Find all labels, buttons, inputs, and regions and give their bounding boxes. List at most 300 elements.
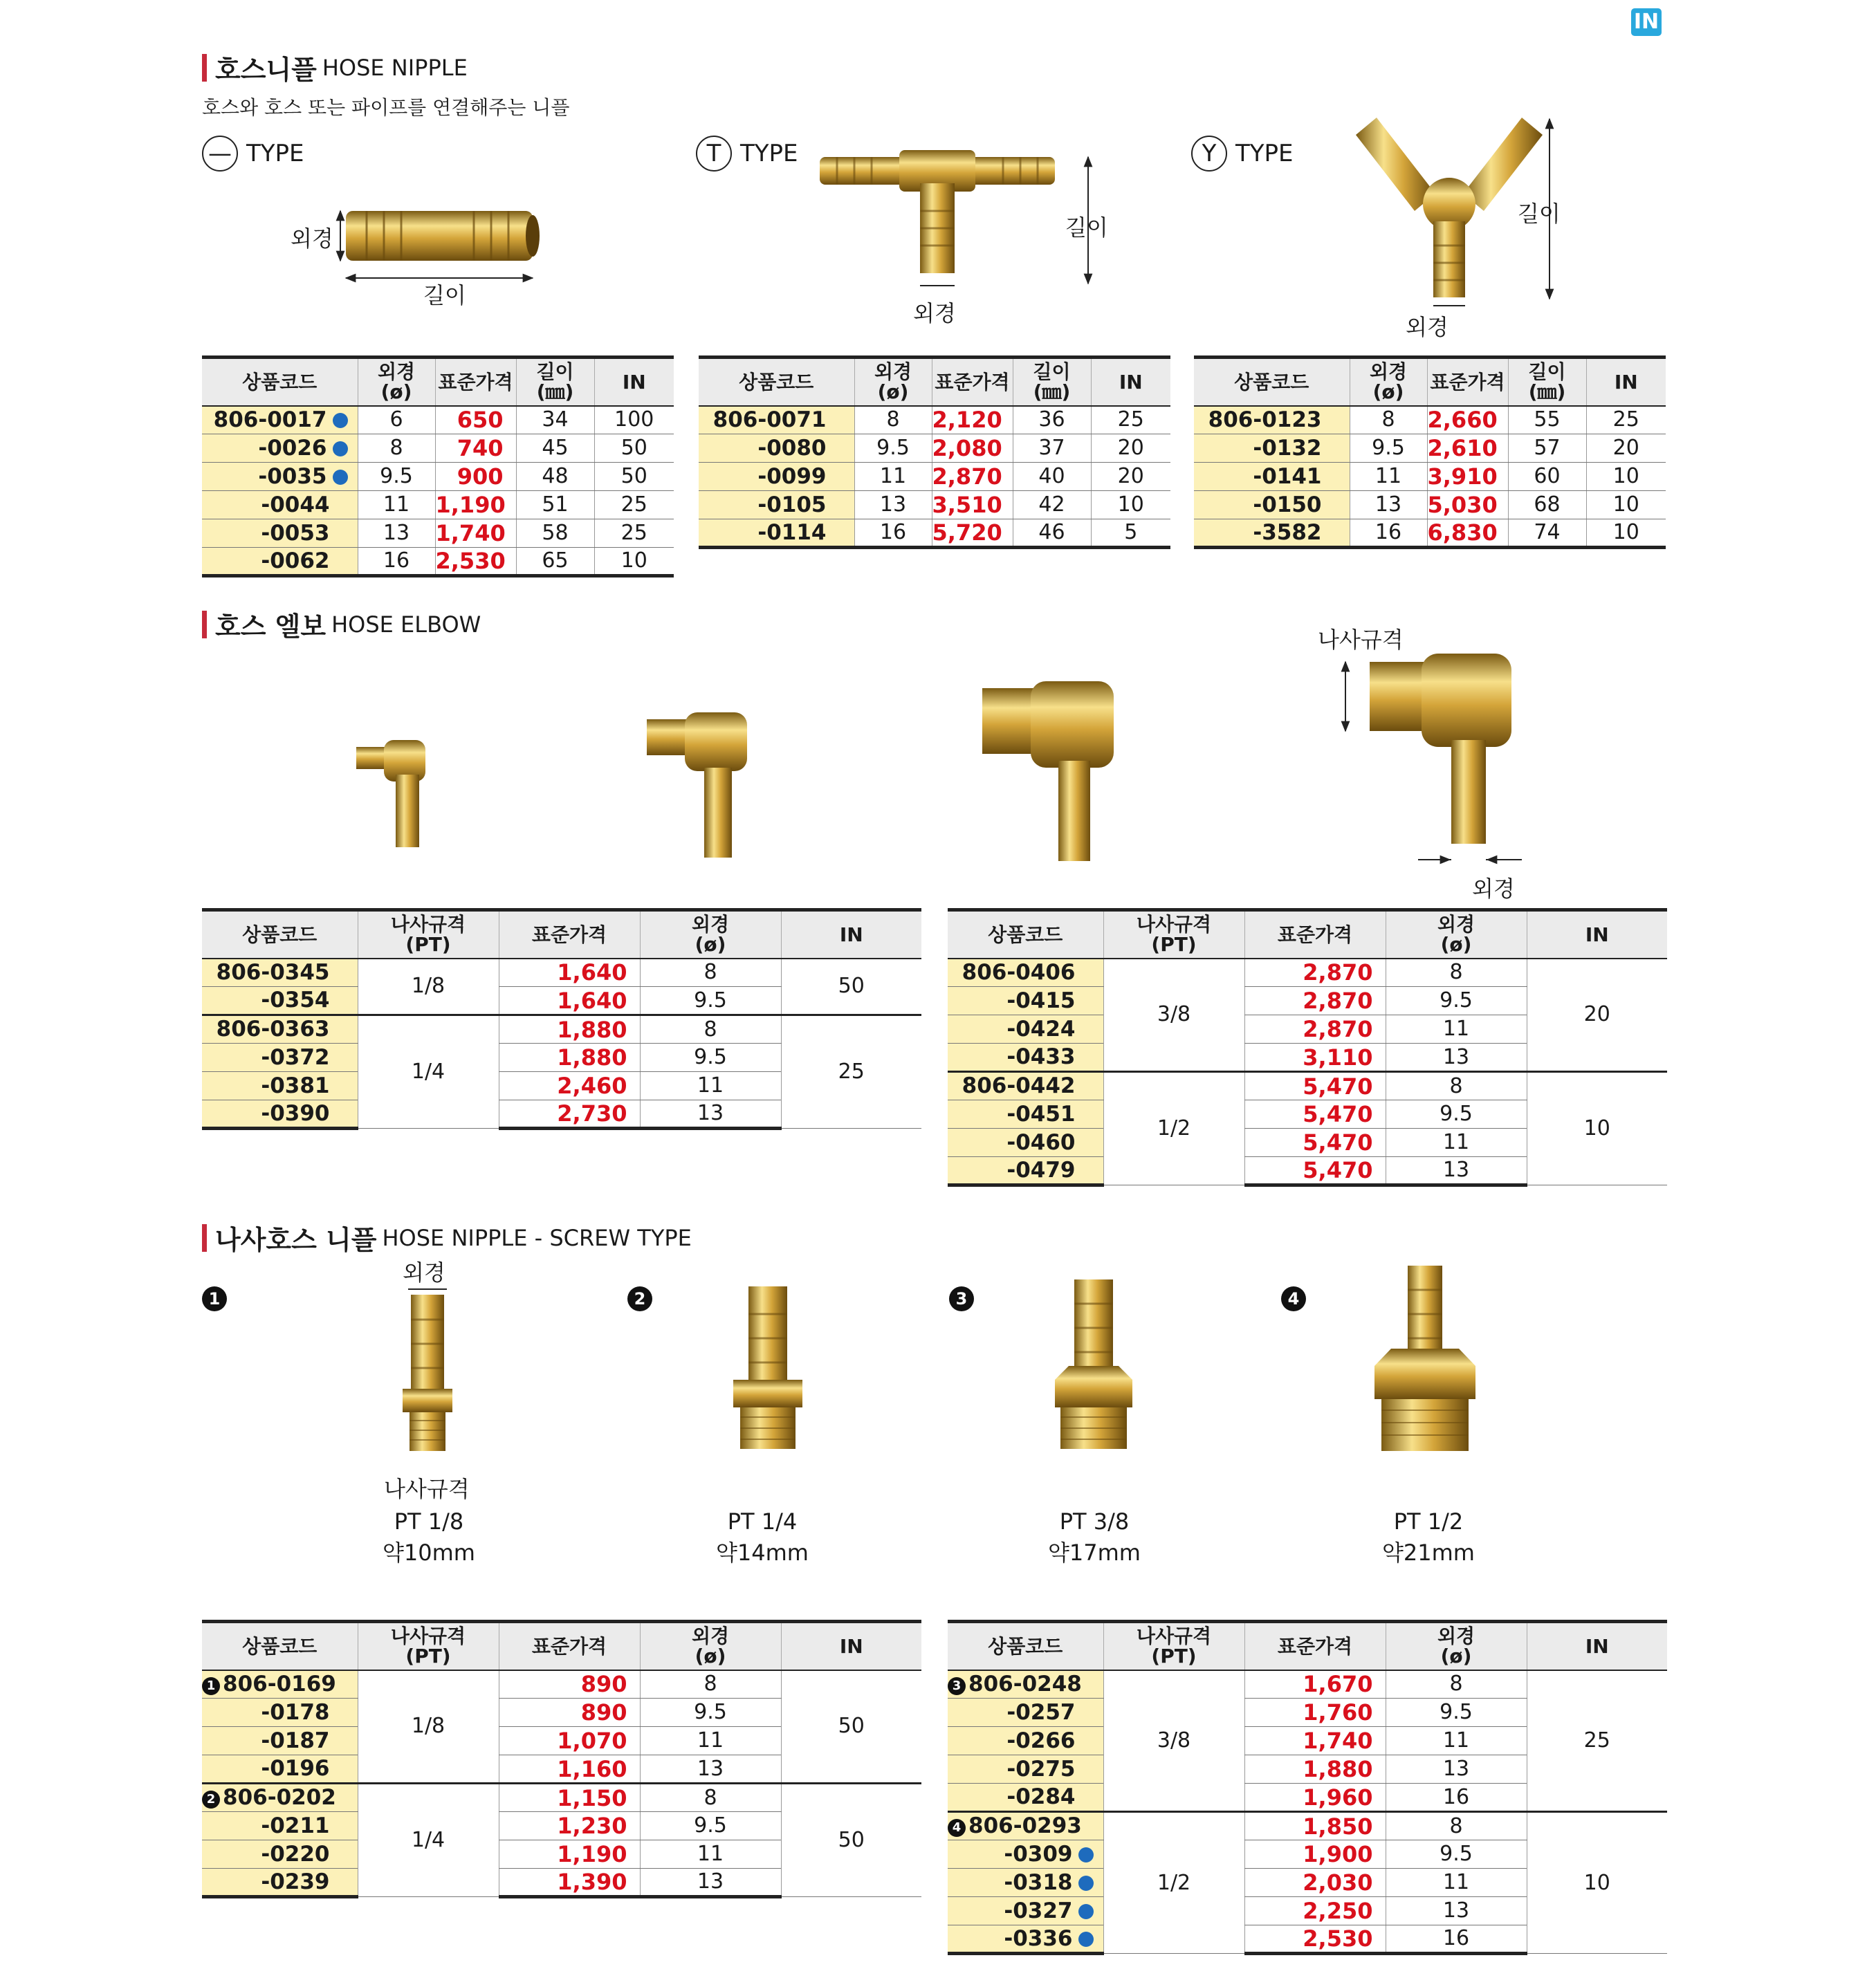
title-bar <box>202 54 207 82</box>
price: 890 <box>499 1670 640 1699</box>
in-qty: 20 <box>1091 463 1170 491</box>
od: 16 <box>358 548 435 576</box>
product-code: -0327 <box>948 1897 1103 1925</box>
stock-dot-icon <box>333 441 348 456</box>
col-price: 표준가격 <box>1427 358 1508 406</box>
length-label: 길이 <box>1065 214 1108 241</box>
stock-dot-icon <box>1078 1904 1094 1919</box>
in-qty: 25 <box>1091 406 1170 434</box>
stock-dot-icon <box>1078 1876 1094 1891</box>
col-length: 길이 (㎜) <box>1508 358 1586 406</box>
col-in: IN <box>1586 358 1666 406</box>
item-marker: 4 <box>948 1819 966 1837</box>
product-code: -0105 <box>699 491 854 519</box>
y-type-icon: Y <box>1191 136 1227 172</box>
item-number-3: 3 <box>949 1286 974 1311</box>
col-od: 외경 (ø) <box>1386 1622 1527 1670</box>
title-bar <box>202 1224 207 1252</box>
in-qty: 10 <box>1527 1072 1667 1185</box>
od: 11 <box>1386 1727 1527 1755</box>
table-row <box>1194 491 1666 519</box>
screw-nipple-caption-2 <box>686 1506 838 1569</box>
table-row <box>202 959 921 987</box>
od: 9.5 <box>640 987 781 1015</box>
od: 9.5 <box>1350 434 1427 463</box>
length-label: 길이 <box>1518 201 1561 227</box>
col-price: 표준가격 <box>499 1622 640 1670</box>
price: 1,880 <box>1244 1755 1386 1784</box>
table-row <box>202 548 674 576</box>
in-qty: 50 <box>781 959 921 1015</box>
price: 1,900 <box>1244 1840 1386 1869</box>
length: 60 <box>1508 463 1586 491</box>
product-code: -0318 <box>948 1869 1103 1897</box>
item-marker: 2 <box>202 1791 220 1809</box>
col-code: 상품코드 <box>699 358 854 406</box>
price: 2,530 <box>1244 1925 1386 1954</box>
od: 16 <box>1386 1784 1527 1812</box>
col-od: 외경 (ø) <box>854 358 932 406</box>
table-row <box>202 463 674 491</box>
in-qty: 10 <box>1586 463 1666 491</box>
product-code: -0336 <box>948 1925 1103 1954</box>
title-en: HOSE NIPPLE <box>322 54 468 81</box>
hose-elbow-table-left <box>202 908 921 1130</box>
od: 13 <box>358 519 435 548</box>
price: 2,870 <box>1244 1015 1386 1044</box>
od: 9.5 <box>1386 1100 1527 1129</box>
table-header-row <box>948 910 1667 959</box>
table-row <box>1194 463 1666 491</box>
screw-nipple-caption-3 <box>1018 1506 1170 1569</box>
table-row <box>202 1015 921 1044</box>
approx-size: 약14mm <box>716 1540 809 1566</box>
col-in: IN <box>1091 358 1170 406</box>
col-od: 외경 (ø) <box>640 1622 781 1670</box>
product-code: 3 806-0248 <box>948 1670 1103 1699</box>
od: 8 <box>1386 1812 1527 1840</box>
in-qty: 50 <box>594 434 674 463</box>
table-row <box>1194 406 1666 434</box>
product-code: -0390 <box>202 1100 358 1129</box>
price: 900 <box>435 463 516 491</box>
thread-size: PT 1/2 <box>1393 1508 1464 1535</box>
hose-nipple-t-table <box>699 355 1170 549</box>
in-qty: 10 <box>1586 491 1666 519</box>
table-header-row <box>699 358 1170 406</box>
product-code: -0415 <box>948 987 1103 1015</box>
od: 9.5 <box>1386 987 1527 1015</box>
elbow-image-1 <box>353 733 450 858</box>
price: 1,880 <box>499 1044 640 1072</box>
thread-size: PT 1/8 <box>394 1508 464 1535</box>
product-code: -0220 <box>202 1840 358 1869</box>
product-code: 1 806-0169 <box>202 1670 358 1699</box>
od: 16 <box>1386 1925 1527 1954</box>
product-code: -0080 <box>699 434 854 463</box>
od: 11 <box>1386 1015 1527 1044</box>
col-code: 상품코드 <box>948 1622 1103 1670</box>
title-en: HOSE NIPPLE - SCREW TYPE <box>382 1224 692 1251</box>
col-code: 상품코드 <box>948 910 1103 959</box>
od: 11 <box>640 1840 781 1869</box>
col-thread: 나사규격 (PT) <box>1103 910 1244 959</box>
col-code: 상품코드 <box>202 1622 358 1670</box>
od: 13 <box>1386 1044 1527 1072</box>
table-row <box>948 959 1667 987</box>
table-row <box>1194 519 1666 548</box>
length: 68 <box>1508 491 1586 519</box>
product-code: -0132 <box>1194 434 1350 463</box>
in-qty: 50 <box>781 1670 921 1784</box>
in-qty: 25 <box>1527 1670 1667 1812</box>
price: 3,110 <box>1244 1044 1386 1072</box>
od: 11 <box>358 491 435 519</box>
section-description: 호스와 호스 또는 파이프를 연결해주는 니플 <box>202 96 570 119</box>
type-y-heading <box>1191 136 1294 172</box>
table-row <box>202 519 674 548</box>
product-code: 806-0442 <box>948 1072 1103 1100</box>
length: 58 <box>516 519 594 548</box>
price: 2,080 <box>932 434 1013 463</box>
price: 6,830 <box>1427 519 1508 548</box>
length: 34 <box>516 406 594 434</box>
price: 2,120 <box>932 406 1013 434</box>
in-qty: 10 <box>1527 1812 1667 1954</box>
title-ko: 호스 엘보 <box>215 611 327 642</box>
in-qty: 25 <box>594 519 674 548</box>
price: 740 <box>435 434 516 463</box>
od: 9.5 <box>640 1699 781 1727</box>
elbow-image-4 <box>1321 654 1556 875</box>
in-qty: 10 <box>1586 519 1666 548</box>
type-label: TYPE <box>740 140 798 167</box>
product-code: -0044 <box>202 491 358 519</box>
col-length: 길이 (㎜) <box>516 358 594 406</box>
in-qty: 25 <box>781 1015 921 1129</box>
price: 5,470 <box>1244 1100 1386 1129</box>
table-row <box>948 1812 1667 1840</box>
product-code: -0284 <box>948 1784 1103 1812</box>
item-marker: 1 <box>202 1677 220 1695</box>
table-row <box>202 1670 921 1699</box>
od: 9.5 <box>640 1812 781 1840</box>
price: 2,460 <box>499 1072 640 1100</box>
length: 42 <box>1013 491 1091 519</box>
screw-nipple-caption-1 <box>353 1506 505 1569</box>
in-qty: 25 <box>1586 406 1666 434</box>
od: 8 <box>358 434 435 463</box>
od: 9.5 <box>358 463 435 491</box>
od: 9.5 <box>854 434 932 463</box>
length: 40 <box>1013 463 1091 491</box>
price: 2,870 <box>1244 959 1386 987</box>
screw-nipple-table-left <box>202 1620 921 1898</box>
hose-nipple-y-table <box>1194 355 1666 549</box>
table-row <box>699 491 1170 519</box>
in-qty: 5 <box>1091 519 1170 548</box>
thread-size: 3/8 <box>1103 1670 1244 1812</box>
od: 8 <box>640 1784 781 1812</box>
elbow-image-3 <box>975 681 1141 875</box>
price: 1,740 <box>435 519 516 548</box>
screw-nipple-image-2 <box>719 1283 816 1456</box>
price: 1,960 <box>1244 1784 1386 1812</box>
od: 11 <box>640 1727 781 1755</box>
price: 2,250 <box>1244 1897 1386 1925</box>
col-in: IN <box>1527 910 1667 959</box>
table-row <box>202 1784 921 1812</box>
od: 13 <box>1386 1897 1527 1925</box>
product-code: -0150 <box>1194 491 1350 519</box>
col-price: 표준가격 <box>932 358 1013 406</box>
in-qty: 20 <box>1586 434 1666 463</box>
section-title-hose-nipple <box>202 48 468 86</box>
price: 1,640 <box>499 987 640 1015</box>
price: 2,030 <box>1244 1869 1386 1897</box>
title-en: HOSE ELBOW <box>331 611 481 638</box>
thread-size: 1/2 <box>1103 1072 1244 1185</box>
od: 13 <box>640 1100 781 1129</box>
od: 11 <box>1386 1869 1527 1897</box>
product-code: -0141 <box>1194 463 1350 491</box>
price: 5,470 <box>1244 1157 1386 1185</box>
screw-nipple-table-right <box>948 1620 1667 1955</box>
product-code: -0099 <box>699 463 854 491</box>
length: 65 <box>516 548 594 576</box>
product-code: -0026 <box>202 434 358 463</box>
product-code: 2 806-0202 <box>202 1784 358 1812</box>
in-qty: 10 <box>1091 491 1170 519</box>
col-in: IN <box>1527 1622 1667 1670</box>
price: 5,470 <box>1244 1072 1386 1100</box>
thread-size: PT 3/8 <box>1059 1508 1130 1535</box>
od: 11 <box>1350 463 1427 491</box>
od: 11 <box>1386 1129 1527 1157</box>
od: 13 <box>1386 1755 1527 1784</box>
price: 1,190 <box>435 491 516 519</box>
table-header-row <box>202 358 674 406</box>
product-code: -0257 <box>948 1699 1103 1727</box>
table-row <box>202 434 674 463</box>
od-label: 외경 <box>913 300 956 326</box>
od: 8 <box>1350 406 1427 434</box>
col-od: 외경 (ø) <box>640 910 781 959</box>
col-od: 외경 (ø) <box>1386 910 1527 959</box>
price: 1,640 <box>499 959 640 987</box>
price: 3,510 <box>932 491 1013 519</box>
product-code: 806-0406 <box>948 959 1103 987</box>
od: 8 <box>640 1670 781 1699</box>
price: 1,190 <box>499 1840 640 1869</box>
product-code: -0178 <box>202 1699 358 1727</box>
product-code: -0309 <box>948 1840 1103 1869</box>
length: 57 <box>1508 434 1586 463</box>
item-marker: 3 <box>948 1677 966 1695</box>
in-qty: 20 <box>1527 959 1667 1072</box>
type-dash-heading <box>202 136 304 172</box>
product-code: -0381 <box>202 1072 358 1100</box>
price: 5,470 <box>1244 1129 1386 1157</box>
table-header-row <box>202 1622 921 1670</box>
product-code: -0479 <box>948 1157 1103 1185</box>
in-qty: 25 <box>594 491 674 519</box>
length-label: 길이 <box>423 282 466 308</box>
table-row <box>1194 434 1666 463</box>
thread-label: 나사규격 <box>384 1476 470 1502</box>
price: 2,730 <box>499 1100 640 1129</box>
stock-dot-icon <box>1078 1932 1094 1947</box>
product-code: -0053 <box>202 519 358 548</box>
col-od: 외경 (ø) <box>1350 358 1427 406</box>
in-qty: 10 <box>594 548 674 576</box>
od-label: 외경 <box>1472 876 1515 902</box>
col-code: 상품코드 <box>202 910 358 959</box>
price: 2,530 <box>435 548 516 576</box>
elbow-image-2 <box>643 705 775 865</box>
col-thread: 나사규격 (PT) <box>358 1622 499 1670</box>
od: 9.5 <box>1386 1840 1527 1869</box>
price: 1,740 <box>1244 1727 1386 1755</box>
od-label: 외경 <box>1406 314 1449 340</box>
product-code: 4 806-0293 <box>948 1812 1103 1840</box>
od: 13 <box>1350 491 1427 519</box>
table-row <box>699 406 1170 434</box>
product-code: -0451 <box>948 1100 1103 1129</box>
title-ko: 나사호스 니플 <box>215 1225 377 1255</box>
price: 1,070 <box>499 1727 640 1755</box>
thread-size: PT 1/4 <box>727 1508 798 1535</box>
screw-nipple-image-1 <box>387 1285 470 1465</box>
col-in: IN <box>594 358 674 406</box>
od: 8 <box>640 1015 781 1044</box>
approx-size: 약17mm <box>1048 1540 1141 1566</box>
in-badge: IN <box>1631 8 1662 36</box>
price: 1,760 <box>1244 1699 1386 1727</box>
in-qty: 100 <box>594 406 674 434</box>
item-number-2: 2 <box>627 1286 652 1311</box>
col-price: 표준가격 <box>1244 1622 1386 1670</box>
od: 16 <box>854 519 932 548</box>
thread-size: 1/8 <box>358 1670 499 1784</box>
price: 1,670 <box>1244 1670 1386 1699</box>
product-code: -0354 <box>202 987 358 1015</box>
approx-size: 약21mm <box>1382 1540 1475 1566</box>
product-code: -0275 <box>948 1755 1103 1784</box>
stock-dot-icon <box>333 413 348 428</box>
title-bar <box>202 611 207 638</box>
col-code: 상품코드 <box>1194 358 1350 406</box>
od-label: 외경 <box>403 1259 445 1286</box>
t-type-icon: T <box>696 136 732 172</box>
price: 2,870 <box>932 463 1013 491</box>
hose-elbow-table-right <box>948 908 1667 1187</box>
od-label: 외경 <box>291 225 333 252</box>
length: 55 <box>1508 406 1586 434</box>
product-code: 806-0363 <box>202 1015 358 1044</box>
product-code: -0239 <box>202 1869 358 1897</box>
price: 5,030 <box>1427 491 1508 519</box>
title-ko: 호스니플 <box>215 55 317 85</box>
price: 2,870 <box>1244 987 1386 1015</box>
od: 6 <box>358 406 435 434</box>
screw-nipple-image-3 <box>1041 1276 1145 1456</box>
od: 8 <box>1386 959 1527 987</box>
section-title-hose-elbow <box>202 605 481 643</box>
price: 890 <box>499 1699 640 1727</box>
price: 1,880 <box>499 1015 640 1044</box>
product-code: -0460 <box>948 1129 1103 1157</box>
length: 48 <box>516 463 594 491</box>
hose-nipple-dash-table <box>202 355 674 577</box>
stock-dot-icon <box>1078 1847 1094 1863</box>
od: 11 <box>640 1072 781 1100</box>
thread-size: 3/8 <box>1103 959 1244 1072</box>
price: 1,160 <box>499 1755 640 1784</box>
length: 36 <box>1013 406 1091 434</box>
col-price: 표준가격 <box>1244 910 1386 959</box>
table-header-row <box>948 1622 1667 1670</box>
od: 16 <box>1350 519 1427 548</box>
od: 13 <box>854 491 932 519</box>
price: 1,390 <box>499 1869 640 1897</box>
thread-size: 1/2 <box>1103 1812 1244 1954</box>
product-code: 806-0345 <box>202 959 358 987</box>
approx-size: 약10mm <box>383 1540 475 1566</box>
col-price: 표준가격 <box>499 910 640 959</box>
col-in: IN <box>781 910 921 959</box>
col-thread: 나사규격 (PT) <box>1103 1622 1244 1670</box>
item-number-4: 4 <box>1281 1286 1306 1311</box>
col-price: 표준가격 <box>435 358 516 406</box>
type-label: TYPE <box>246 140 304 167</box>
product-code: -0433 <box>948 1044 1103 1072</box>
od: 13 <box>640 1869 781 1897</box>
od: 9.5 <box>640 1044 781 1072</box>
table-row <box>948 1670 1667 1699</box>
product-code: -0035 <box>202 463 358 491</box>
table-row <box>202 406 674 434</box>
section-title-screw-nipple <box>202 1219 692 1257</box>
price: 1,850 <box>1244 1812 1386 1840</box>
od: 13 <box>640 1755 781 1784</box>
thread-size: 1/8 <box>358 959 499 1015</box>
product-code: -0196 <box>202 1755 358 1784</box>
product-code: -0372 <box>202 1044 358 1072</box>
table-row <box>699 463 1170 491</box>
od: 11 <box>854 463 932 491</box>
product-code: -0266 <box>948 1727 1103 1755</box>
od: 8 <box>640 959 781 987</box>
price: 1,230 <box>499 1812 640 1840</box>
price: 1,150 <box>499 1784 640 1812</box>
product-code: -0114 <box>699 519 854 548</box>
col-od: 외경 (ø) <box>358 358 435 406</box>
price: 2,610 <box>1427 434 1508 463</box>
screw-nipple-image-4 <box>1366 1262 1484 1456</box>
price: 3,910 <box>1427 463 1508 491</box>
product-code: -3582 <box>1194 519 1350 548</box>
od: 8 <box>854 406 932 434</box>
product-code: -0187 <box>202 1727 358 1755</box>
table-header-row <box>1194 358 1666 406</box>
length: 37 <box>1013 434 1091 463</box>
thread-size: 1/4 <box>358 1784 499 1897</box>
in-qty: 50 <box>781 1784 921 1897</box>
table-header-row <box>202 910 921 959</box>
length: 45 <box>516 434 594 463</box>
dash-type-icon: — <box>202 136 238 172</box>
